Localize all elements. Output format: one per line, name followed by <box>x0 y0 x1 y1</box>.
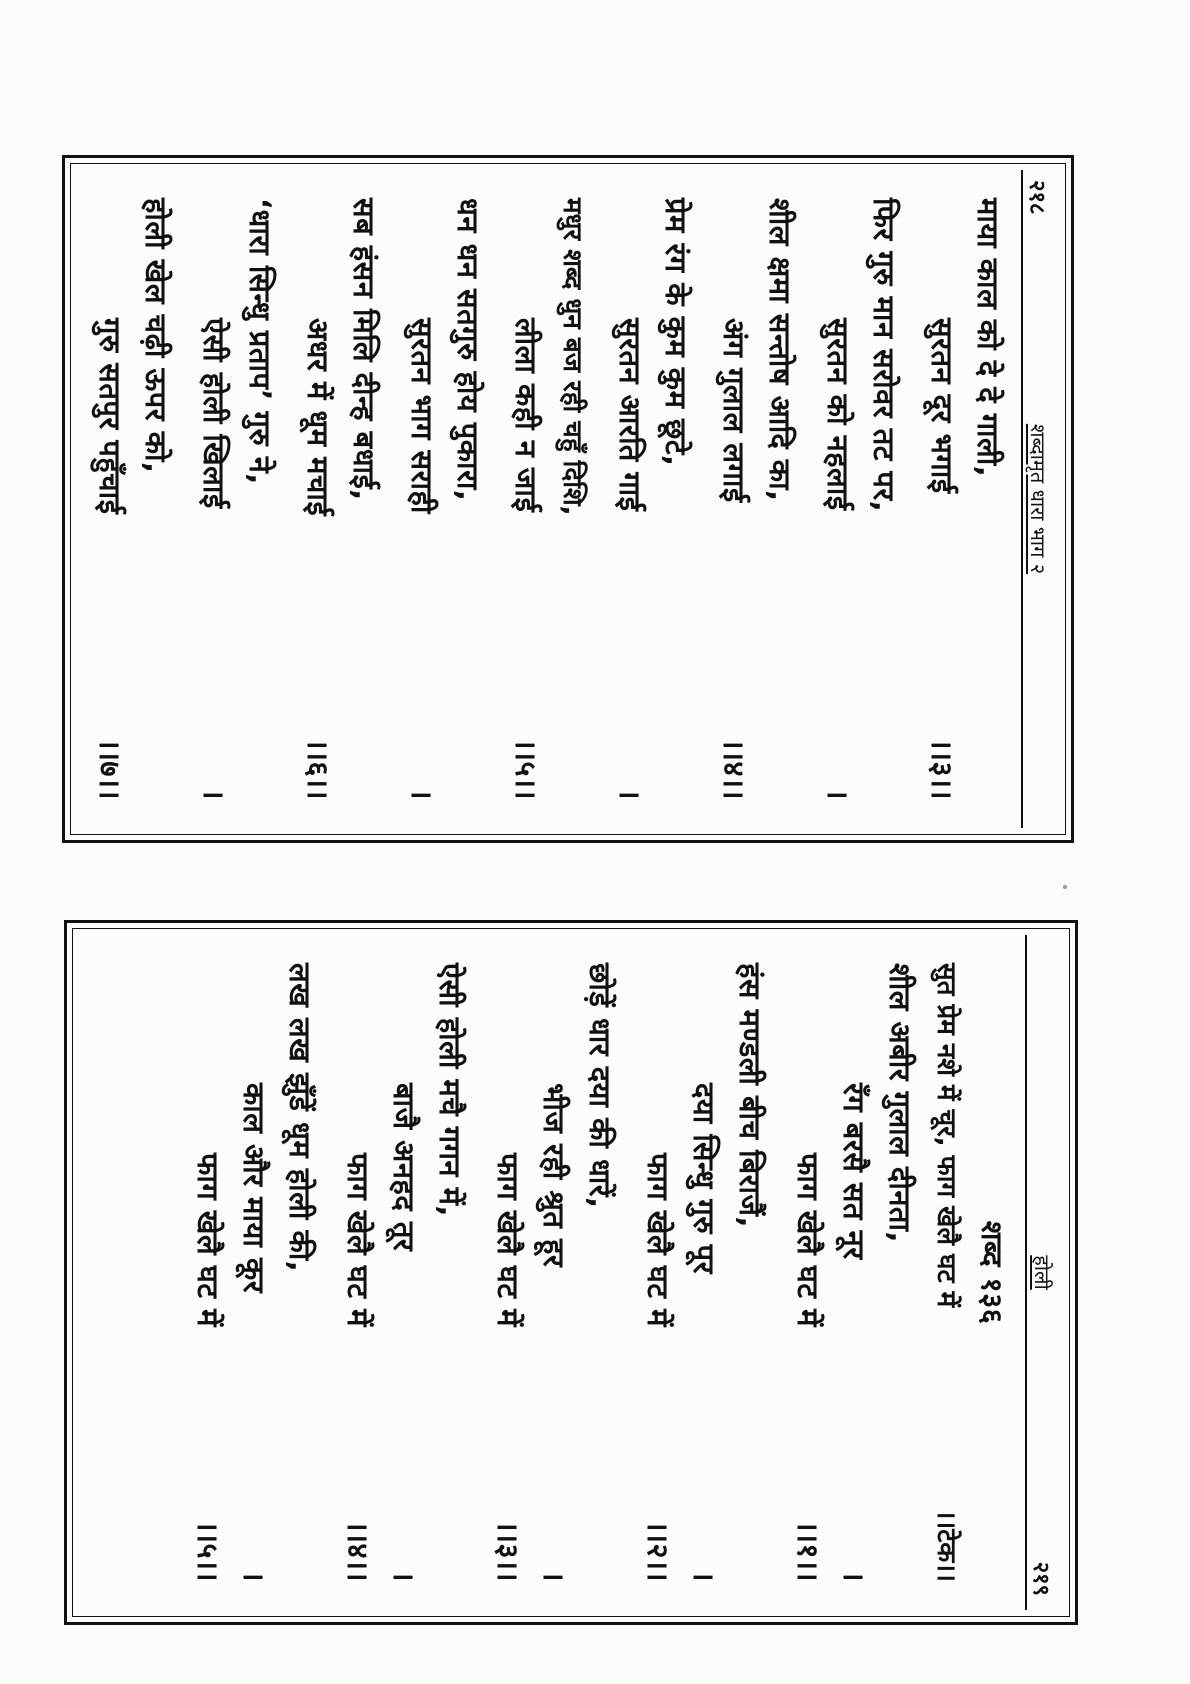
verse-line: ‘धारा सिन्धु प्रताप’ गुरु ने, <box>243 198 277 485</box>
page-number: २१९ <box>1028 1561 1053 1596</box>
verse-body <box>89 963 1015 1582</box>
verse-line: काल और माया कूर । <box>237 1083 271 1582</box>
verse-line: सुरतन आरति गाई । <box>613 318 647 800</box>
verse-line: माया काल को दे दे गाली, <box>971 198 1005 478</box>
verse-line: मधुर शब्द धुन बज रही चहुँ दिशि, <box>557 198 587 516</box>
verse-line: सुत प्रेम नशे में चूर, फाग खेलै घट में ।।टेक।। <box>931 963 961 1582</box>
verse-line: बाजै अनहद तूर । <box>387 1083 421 1582</box>
verse-line: भीज रही श्रुत हूर । <box>537 1083 571 1582</box>
verse-line: लख लख झुँडें धूम होली की, <box>283 963 317 1273</box>
verse-line: सुरतन को नहलाई । <box>821 318 855 800</box>
verse-line: फाग खेलै घट में ।।४।। <box>341 1153 375 1582</box>
verse-line: अंग गुलाल लगाई ।।४।। <box>717 318 751 800</box>
verse-line: ऐसी होली खिलाई । <box>197 318 231 800</box>
verse-body <box>87 198 1011 800</box>
right-page <box>64 920 1078 1625</box>
verse-line: फिर गुरु मान सरोवर तट पर, <box>867 198 901 513</box>
shabd-heading: शब्द १३६ <box>975 1220 1009 1325</box>
verse-line: रँग बरसै सत नूर । <box>837 1083 871 1582</box>
verse-line: गुरु सतपुर पहुँचाई ।।७।। <box>93 318 127 800</box>
verse-line: अधर में धूम मचाई ।।६।। <box>301 318 335 800</box>
page-border <box>64 920 1078 1625</box>
verse-line: फाग खेलै घट में ।।५।। <box>191 1153 225 1582</box>
verse-line: धन धन सतगुरु होय पुकारा, <box>451 198 485 502</box>
running-title: शब्दामृत धारा भाग २ <box>1026 423 1050 575</box>
verse-line: फाग खेलै घट में ।।३।। <box>491 1153 525 1582</box>
verse-line: सुरतन भाग सराही । <box>405 318 439 800</box>
page-header <box>1021 170 1059 828</box>
verse-line: प्रेम रंग के कुम कुम छूटे, <box>659 198 693 467</box>
verse-line: फाग खेलै घट में ।।२।। <box>641 1153 675 1582</box>
left-page <box>62 155 1074 843</box>
verse-line: हंस मण्डली बीच बिराजैं, <box>733 963 767 1229</box>
verse-line: शील क्षमा सन्तोष आदि का, <box>763 198 797 502</box>
verse-line: दया सिन्धु गुरु पूर । <box>687 1083 721 1582</box>
verse-line: ऐसी होली मचै गगन में, <box>433 963 467 1217</box>
verse-line: फाग खेलै घट में ।।१।। <box>791 1153 825 1582</box>
running-title: होली <box>1030 1255 1054 1290</box>
verse-line: सुरतन दूर भगाई ।।३।। <box>925 318 959 800</box>
verse-line: शील अबीर गुलाल दीनता, <box>883 963 917 1243</box>
page-number: २१८ <box>1024 180 1049 215</box>
verse-line: सब हंसन मिलि दीन्ह बधाई, <box>347 198 381 501</box>
verse-line: होली खेल चढ़ी ऊपर को, <box>139 198 173 474</box>
verse-line: छोड़ें धार दया की धारें, <box>583 963 617 1209</box>
page-header <box>1025 935 1063 1610</box>
verse-line: लीला कही न जाई ।।५।। <box>509 318 543 800</box>
page-border <box>62 155 1074 843</box>
scan-speck <box>1063 885 1067 889</box>
